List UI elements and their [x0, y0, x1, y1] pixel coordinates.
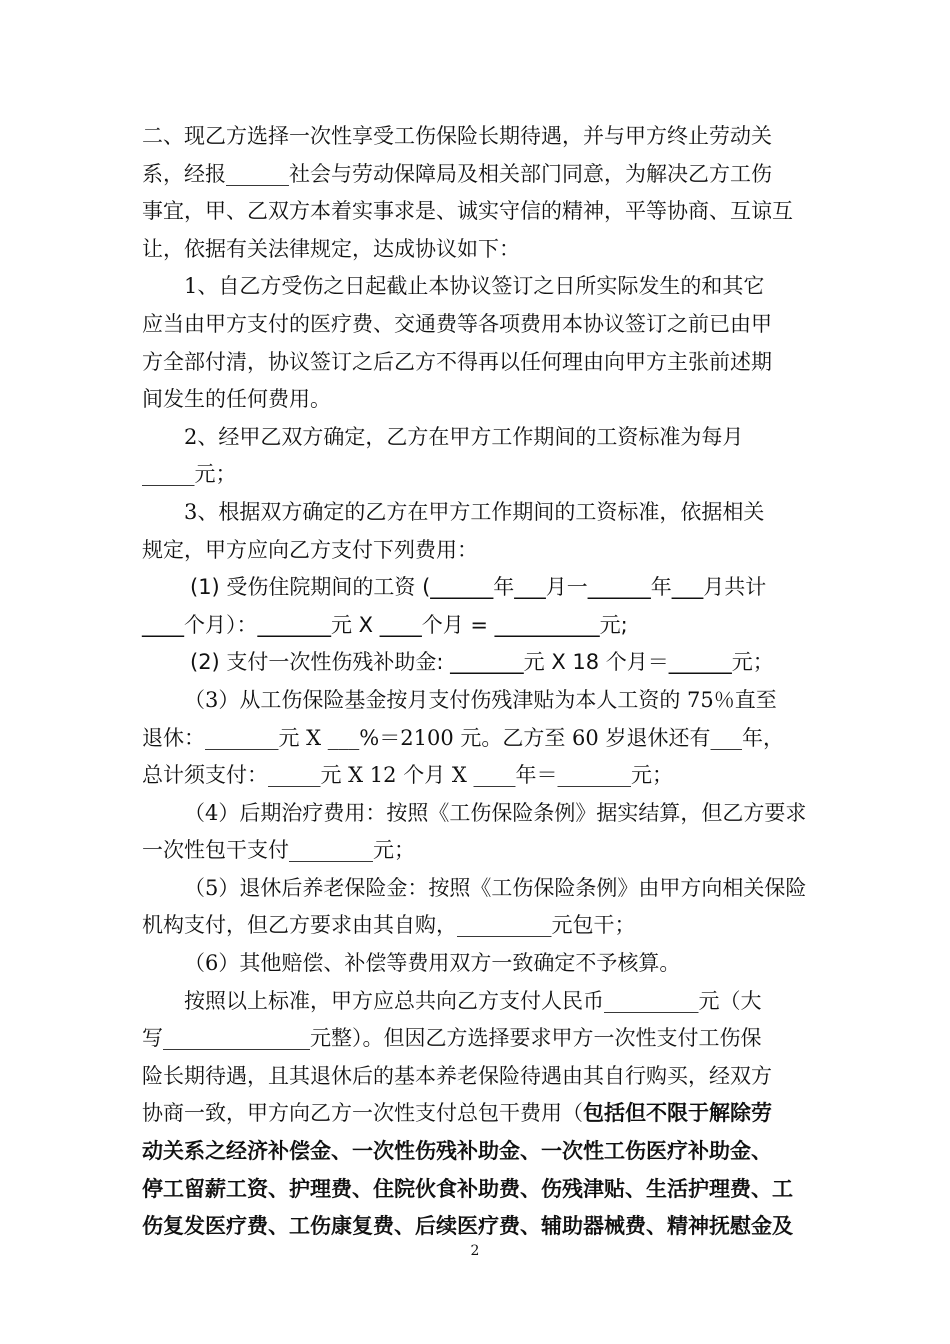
- text-line: [142, 1095, 814, 1133]
- text-line: （6）其他赔偿、补偿等费用双方一致确定不予核算。: [184, 951, 681, 976]
- text-line: 系，经报______社会与劳动保障局及相关部门同意，为解决乙方工伤: [142, 161, 772, 186]
- bold-text-line: 伤复发医疗费、工伤康复费、后续医疗费、辅助器械费、精神抚慰金及: [142, 1214, 793, 1239]
- text-line: 总计须支付：_____元 X 12 个月 X ____年＝_______元；: [142, 763, 673, 788]
- text-segment: 协商一致，甲方向乙方一次性支付总包干费用（: [142, 1101, 583, 1126]
- text-line: 一次性包干支付________元；: [142, 838, 415, 863]
- text-line: 2、经甲乙双方确定，乙方在甲方工作期间的工资标准为每月: [184, 424, 744, 449]
- bold-text-line: 停工留薪工资、护理费、住院伙食补助费、伤残津贴、生活护理费、工: [142, 1176, 793, 1201]
- bold-text-line: 动关系之经济补偿金、一次性伤残补助金、一次性工伤医疗补助金、: [142, 1139, 772, 1164]
- text-line: 让，依据有关法律规定，达成协议如下：: [142, 236, 520, 261]
- text-line: 规定，甲方应向乙方支付下列费用：: [142, 537, 478, 562]
- text-line: 险长期待遇，且其退休后的基本养老保险待遇由其自行购买，经双方: [142, 1063, 772, 1088]
- text-line: 方全部付清，协议签订之后乙方不得再以任何理由向甲方主张前述期: [142, 349, 772, 374]
- text-line: 按照以上标准，甲方应总共向乙方支付人民币_________元（大: [184, 988, 762, 1013]
- text-line: 1、自乙方受伤之日起截止本协议签订之日所实际发生的和其它: [184, 274, 765, 299]
- page-number: 2: [470, 1243, 480, 1259]
- text-line: （3）从工伤保险基金按月支付伤残津贴为本人工资的 75％直至: [184, 687, 777, 712]
- text-line: 写______________元整）。但因乙方选择要求甲方一次性支付工伤保: [142, 1026, 762, 1051]
- text-line: ____个月）：_______元 X ____个月 = __________元;: [142, 612, 628, 637]
- text-line: _____元；: [142, 462, 237, 487]
- text-line: 间发生的任何费用。: [142, 387, 331, 412]
- text-line: 事宜，甲、乙双方本着实事求是、诚实守信的精神，平等协商、互谅互: [142, 199, 793, 224]
- text-line: （4）后期治疗费用：按照《工伤保险条例》据实结算，但乙方要求: [184, 800, 807, 825]
- text-line: 3、根据双方确定的乙方在甲方工作期间的工资标准，依据相关: [184, 499, 765, 524]
- text-line: (2) 支付一次性伤残补助金: _______元 X 18 个月＝______元；: [190, 650, 774, 675]
- text-line: 二、现乙方选择一次性享受工伤保险长期待遇，并与甲方终止劳动关: [142, 124, 772, 148]
- text-line: 退休：_______元 X ___%＝2100 元。乙方至 60 岁退休还有___年，: [142, 725, 784, 750]
- document-body: [142, 118, 814, 1246]
- bold-text-segment: 包括但不限于解除劳: [583, 1101, 772, 1126]
- text-line: 机构支付，但乙方要求由其自购，_________元包干；: [142, 913, 636, 938]
- text-line: 应当由甲方支付的医疗费、交通费等各项费用本协议签订之前已由甲: [142, 311, 772, 336]
- text-line: （5）退休后养老保险金：按照《工伤保险条例》由甲方向相关保险: [184, 875, 807, 900]
- text-line: (1) 受伤住院期间的工资 (______年___月一______年___月共计: [190, 575, 767, 600]
